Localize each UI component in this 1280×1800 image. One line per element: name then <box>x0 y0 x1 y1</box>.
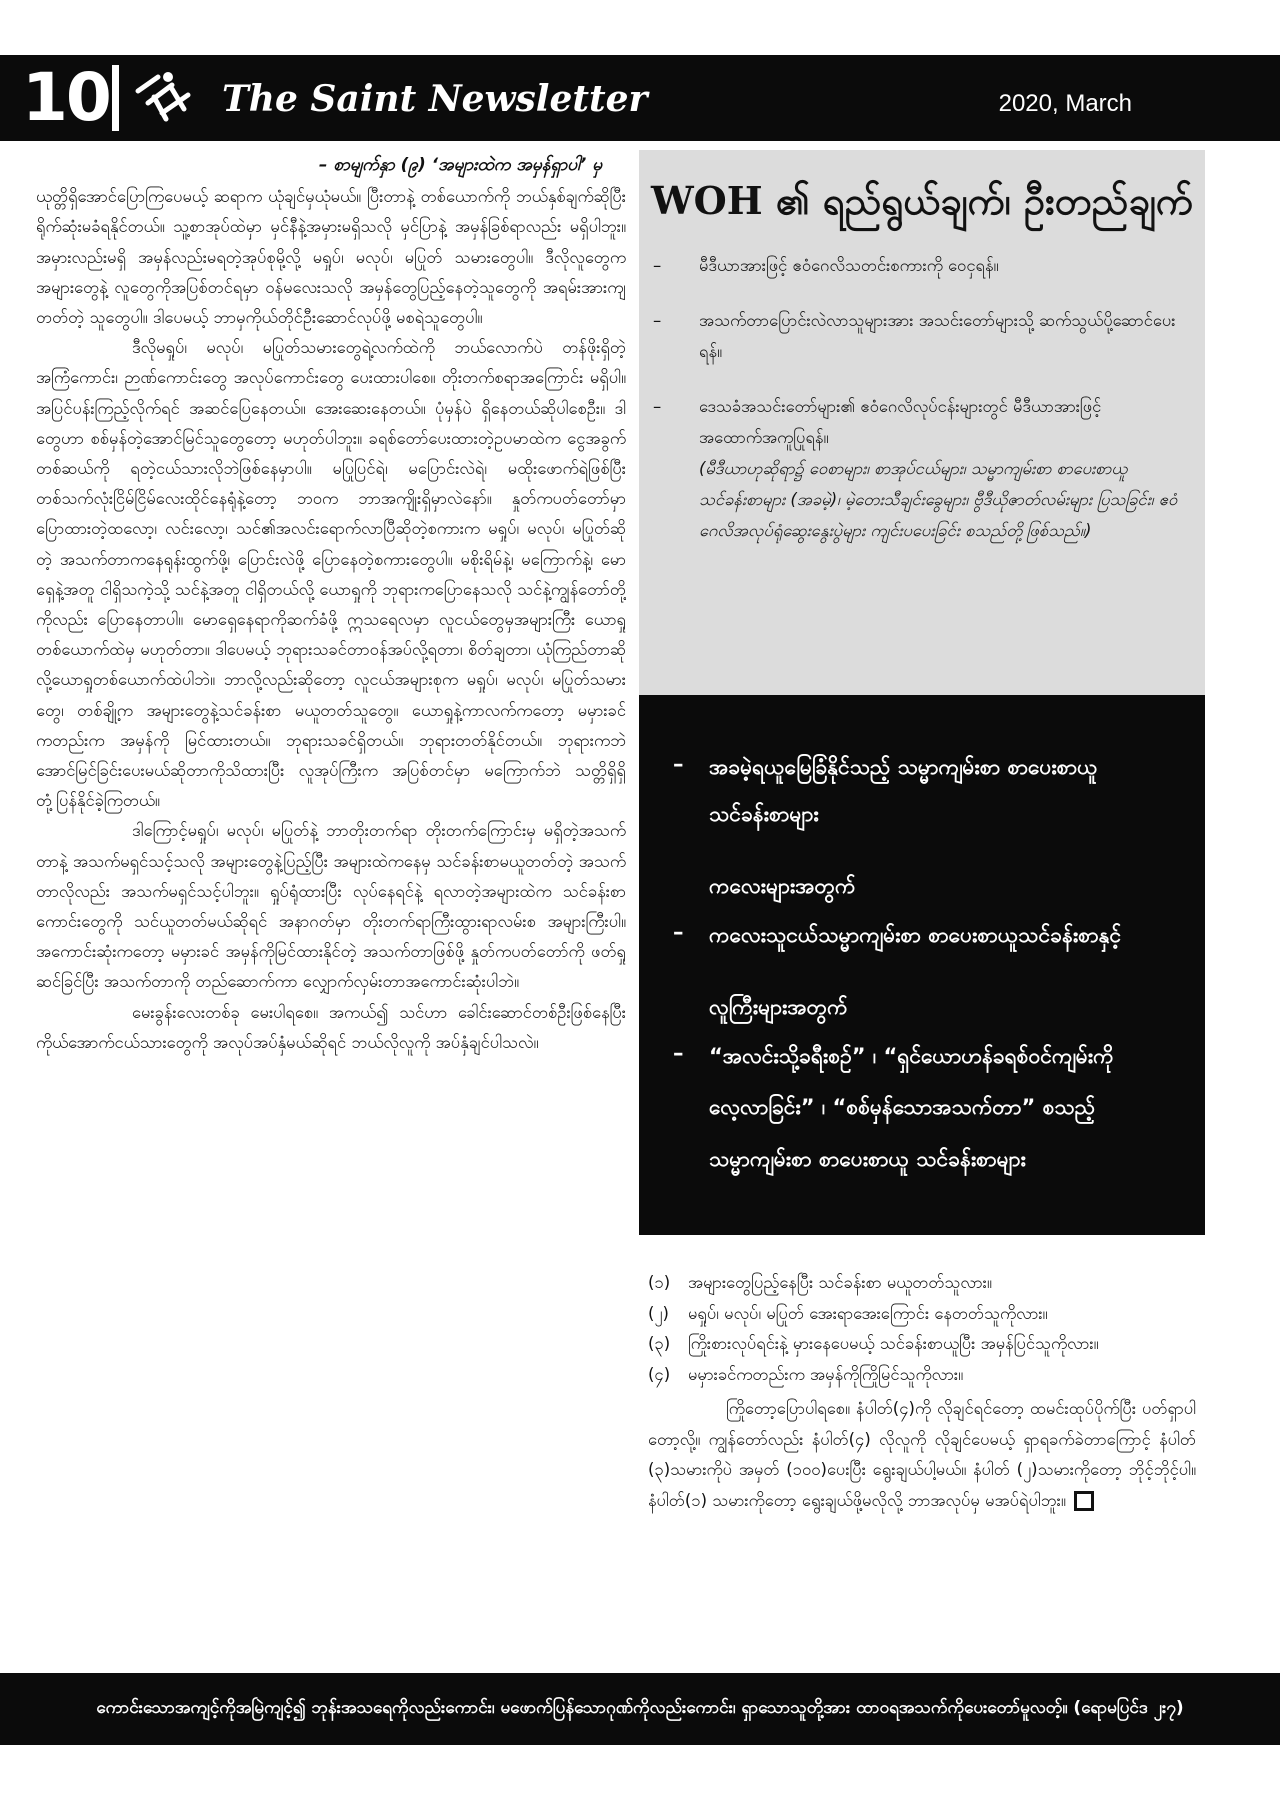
bullet-dash: – <box>673 752 684 776</box>
directive-text: ဒေသခံအသင်းတော်များ၏ ဧဝံဂေလိလုပ်ငန်းများတွင် မီဒီယာအားဖြင့် အထောက်အကူပြုရန်။ <box>699 397 1102 447</box>
mission-sidebar <box>639 150 1205 695</box>
question-item <box>648 1268 1196 1299</box>
question-section <box>648 1268 1196 1658</box>
article-paragraph: ယုတ္တိရှိအောင်ပြောကြပေမယ့် ဆရာက ယုံချင်မှယုံမယ်။ ပြီးတာနဲ့ တစ်ယောက်ကို ဘယ်နှစ်ချက်ဆိုပြီး ရိုက်ဆုံးမခံရနိုင်တယ်။ သူ့စာအုပ်ထဲမှာ မှင်နီနဲ့အမှားမရှိသလို မှင်ပြာနဲ့ အမှန်ခြစ်ရာလည်း မရှိပါဘူး။ အမှားလည်းမရှိ အမှန်လည်းမရတဲ့အုပ်စုမို့လို့ မရှုပ်၊ မလုပ်၊ မပြုတ် သမားတွေပါ။ ဒီလိုလူတွေက အများတွေနဲ့ လူတွေကိုအပြစ်တင်ရမှာ ဝန်မလေးသလို အမှန်တွေပြည့်နေတဲ့သူတွေကို အရမ်းအားကျတတ်တဲ့ သူတွေပါ။ ဒါပေမယ့် ဘာမှကိုယ်တိုင်ဦးဆောင်လုပ်ဖို့ မစရဲသူတွေပါ။ <box>36 187 626 328</box>
page-number: 10 <box>22 59 110 136</box>
lesson-line: “အလင်းသို့ခရီးစဉ်” ၊ “ရှင်ယောဟန်ခရစ်ဝင်ကျမ်းကို <box>709 1044 1114 1068</box>
article-paragraph: ဒါကြောင့်မရှုပ်၊ မလုပ်၊ မပြုတ်နဲ့ ဘာတိုးတက်ရာ တိုးတက်ကြောင်းမှ မရှိတဲ့အသက်တာနဲ့ အသက်မရှင်သင့်သလို အများတွေနဲ့ပြည့်ပြီး အများထဲကနေမှ သင်ခန်းစာမယူတတ်တဲ့ အသက်တာလိုလည်း အသက်မရှင်သင့်ပါဘူး။ ရှုပ်ရုံထားပြီး လုပ်နေရင်နဲ့ ရလာတဲ့အများထဲက သင်ခန်းစာကောင်းတွေကို သင်ယူတတ်မယ်ဆိုရင် အနာဂတ်မှာ တိုးတက်ရာကြီးထွားရာလမ်းစ အများကြီးပါ။ အကောင်းဆုံးကတော့ မမှားခင် အမှန်ကိုမြင်ထားနိုင်တဲ့ အသက်တာဖြစ်ဖို့ နှုတ်ကပတ်တော်ကို ဖတ်ရှုဆင်ခြင်ပြီး အသက်တာကို တည်ဆောက်ကာ လျှောက်လှမ်းတာအကောင်းဆုံးပါဘဲ။ <box>36 821 626 992</box>
lesson-line: ကလေးသူငယ်သမ္မာကျမ်းစာ စာပေးစာယူသင်ခန်းစာနှင့် <box>709 923 1122 947</box>
question-item <box>648 1299 1196 1330</box>
issue-date: 2020, March <box>998 90 1132 117</box>
question-item <box>648 1360 1196 1391</box>
free-lessons-box <box>639 695 1205 1235</box>
question-number: (၁) <box>648 1273 671 1292</box>
saint-logo-icon <box>132 69 196 127</box>
end-mark-icon <box>1074 1491 1094 1511</box>
article-paragraph: ဒီလိုမရှုပ်၊ မလုပ်၊ မပြုတ်သမားတွေရဲ့လက်ထဲကို ဘယ်လောက်ပဲ တန်ဖိုးရှိတဲ့အကြံကောင်း၊ ဉာဏ်ကောင်းတွေ အလုပ်ကောင်းတွေ ပေးထားပါစေ။ တိုးတက်စရာအကြောင်း မရှိပါ။ အပြင်ပန်းကြည့်လိုက်ရင် အဆင်ပြေနေတယ်။ အေးဆေးနေတယ်။ ပုံမှန်ပဲ ရှိနေတယ်ဆိုပါစေဦး။ ဒါတွေဟာ စစ်မှန်တဲ့အောင်မြင်သူတွေတော့ မဟုတ်ပါဘူး။ ခရစ်တော်ပေးထားတဲ့ဥပမာထဲက ငွေအခွက်တစ်ဆယ်ကို ရတဲ့ငယ်သားလိုဘဲဖြစ်နေမှာပါ။ မပြုပြင်ရဲ၊ မပြောင်းလဲရဲ၊ မထိုးဖောက်ရဲဖြစ်ပြီး တစ်သက်လုံးငြိမ်ငြိမ်လေးထိုင်နေရုံနဲ့တော့ ဘဝက ဘာအကျိုးရှိမှာလဲနော်။ နှုတ်ကပတ်တော်မှာပြောထားတဲ့ထလော့၊ လင်းလော့၊ သင်၏အလင်းရောက်လာပြီဆိုတဲ့စကားက မရှုပ်၊ မလုပ်၊ မပြုတ်ဆိုတဲ့ အသက်တာကနေရုန်းထွက်ဖို့၊ ပြောင်းလဲဖို့ ပြောနေတဲ့စကားတွေပါ။ မစိုးရိမ်နဲ့၊ မကြောက်နဲ့၊ မောရှေနဲ့အတူ ငါရှိသကဲ့သို့ သင်နဲ့အတူ ငါရှိတယ်လို့ ယောရှုကို ဘုရားကပြောနေသလို သင်နဲ့ကျွန်တော်တို့ကိုလည်း ပြောနေတာပါ။ မောရှေနေရာကိုဆက်ခံဖို့ ဣသရေလမှာ လူငယ်တွေမှအများကြီး ယောရှုတစ်ယောက်ထဲမှ မဟုတ်တာ။ ဒါပေမယ့် ဘုရားသခင်တာဝန်အပ်လို့ရတာ၊ စိတ်ချတာ၊ ယုံကြည်တာဆိုလို့ယောရှုတစ်ယောက်ထဲပါဘဲ။ ဘာလို့လည်းဆိုတော့ လူငယ်အများစုက မရှုပ်၊ မလုပ်၊ မပြုတ်သမားတွေ၊ တစ်ချို့က အများတွေနဲ့သင်ခန်းစာ မယူတတ်သူတွေ။ ယောရှုနဲ့ကာလက်ကတော့ မမှားခင်ကတည်းက အမှန်ကို မြင်ထားတယ်။ ဘုရားသခင်ရှိတယ်။ ဘုရားတတ်နိုင်တယ်။ ဘုရားကဘဲ အောင်မြင်ခြင်းပေးမယ်ဆိုတာကိုသိထားပြီး လူအုပ်ကြီးက အပြစ်တင်မှာ မကြောက်ဘဲ သတ္တိရှိရှိတုံ့ပြန်နိုင်ခဲ့ကြတယ်။ <box>36 338 626 811</box>
directive-text: အသက်တာပြောင်းလဲလာသူများအား အသင်းတော်များသို့ ဆက်သွယ်ပို့ဆောင်ပေးရန်။ <box>699 311 1176 361</box>
directive-note: (မီဒီယာဟုဆိုရာ၌ ဝေစာများ၊ စာအုပ်ငယ်များ၊ သမ္မာကျမ်းစာ စာပေးစာယူ သင်ခန်းစာများ (အခမဲ့)၊ မဲ့တေးသီချင်းခွေများ၊ ဗွီဒီယိုဇာတ်လမ်းများ ပြသခြင်း၊ ဧဝံဂေလိအလုပ်ရုံဆွေးနွေးပွဲများ ကျင်းပပေးခြင်း စသည်တို့ဖြစ်သည်။) <box>699 459 1178 540</box>
page-header <box>0 55 1280 141</box>
lesson-line: သမ္မာကျမ်းစာ စာပေးစာယူ သင်ခန်းစာများ <box>709 1147 1026 1171</box>
question-text: အများတွေပြည့်နေပြီး သင်ခန်းစာ မယူတတ်သူလား။ <box>688 1273 992 1292</box>
page-footer <box>0 1673 1280 1745</box>
question-number: (၄) <box>648 1364 671 1384</box>
bullet-dash: – <box>673 920 684 944</box>
directive-item <box>639 305 1205 367</box>
directive-text: မီဒီယာအားဖြင့် ဧဝံဂေလိသတင်းစကားကို ဝေငှရန်။ <box>699 256 999 275</box>
footer-verse: ကောင်းသောအကျင့်ကိုအမြဲကျင့်၍ ဘုန်းအသရေကိုလည်းကောင်း၊ မဖောက်ပြန်သောဂုဏ်ကိုလည်းကောင်း၊ ရှာသောသူတို့အား ထာဝရအသက်ကိုပေးတော်မူလတ့်။ (ရောမပြင်ဒ ၂း၇) <box>96 1698 1184 1718</box>
question-text: မမှားခင်ကတည်းက အမှန်ကိုကြိုမြင်သူကိုလား။ <box>688 1364 964 1384</box>
article-paragraph: မေးခွန်းလေးတစ်ခု မေးပါရစေ။ အကယ်၍ သင်ဟာ ခေါင်းဆောင်တစ်ဦးဖြစ်နေပြီး ကိုယ်အောက်ငယ်သားတွေကို အလုပ်အပ်နှံမယ်ဆိုရင် ဘယ်လိုလူကို အပ်နှံချင်ပါသလဲ။ <box>36 1002 626 1052</box>
question-text: ကြိုးစားလုပ်ရင်းနဲ့ မှားနေပေမယ့် သင်ခန်းစာယူပြီး အမှန်ပြင်သူကိုလား။ <box>688 1334 1099 1353</box>
directive-item <box>639 250 1205 281</box>
bullet-dash: – <box>673 1041 684 1065</box>
closing-text: ကြိုတော့ပြောပါရစေ။ နံပါတ်(၄)ကို လိုချင်ရင်တော့ ထမင်းထုပ်ပိုက်ပြီး ပတ်ရှာပါတော့လို့။ ကျွန်တော်လည်း နံပါတ်(၄) လိုလူကို လိုချင်ပေမယ့် ရှာရခက်ခဲတာကြောင့် နံပါတ် (၃)သမားကိုပဲ အမှတ် (၁၀၀)ပေးပြီး ရွေးချယ်ပါ့မယ်။ နံပါတ် (၂)သမားကိုတော့ ဘိုင့်ဘိုင့်ပါ။ နံပါတ်(၁) သမားကိုတော့ ရွေးချယ်ဖို့မလိုလို့ ဘာအလုပ်မှ မအပ်ရဲပါဘူး။ <box>648 1399 1196 1510</box>
question-item <box>648 1329 1196 1360</box>
lesson-line: အခမဲ့ရယူမြေခြံနိုင်သည့် သမ္မာကျမ်းစာ စာပေးစာယူ <box>709 755 1098 779</box>
sidebar-title: WOH ၏ ရည်ရွယ်ချက်၊ ဦးတည်ချက် <box>650 178 1194 223</box>
newsletter-title: The Saint Newsletter <box>222 78 648 120</box>
bullet-dash: – <box>653 397 662 416</box>
lesson-heading-adults: လူကြီးများအတွက် <box>709 995 848 1019</box>
header-divider <box>112 65 119 131</box>
lesson-line: သင်ခန်းစာများ <box>709 802 819 826</box>
lesson-heading-children: ကလေးများအတွက် <box>709 874 856 898</box>
directive-item <box>639 391 1205 546</box>
bullet-dash: – <box>653 256 662 275</box>
bullet-dash: – <box>653 311 662 330</box>
article-column <box>36 150 626 1650</box>
lesson-line: လေ့လာခြင်း” ၊ “စစ်မှန်သောအသက်တာ” စသည့် <box>709 1095 1096 1119</box>
question-text: မရှုပ်၊ မလုပ်၊ မပြုတ် အေးရာအေးကြောင်း နေတတ်သူကိုလား။ <box>688 1303 1048 1323</box>
question-number: (၂) <box>648 1303 669 1323</box>
question-number: (၃) <box>648 1334 671 1353</box>
continuation-heading: – စာမျက်နှာ (၉) ‘အများထဲက အမှန်ရှာပါ’ မှ <box>318 155 602 175</box>
closing-paragraph <box>648 1394 1196 1516</box>
